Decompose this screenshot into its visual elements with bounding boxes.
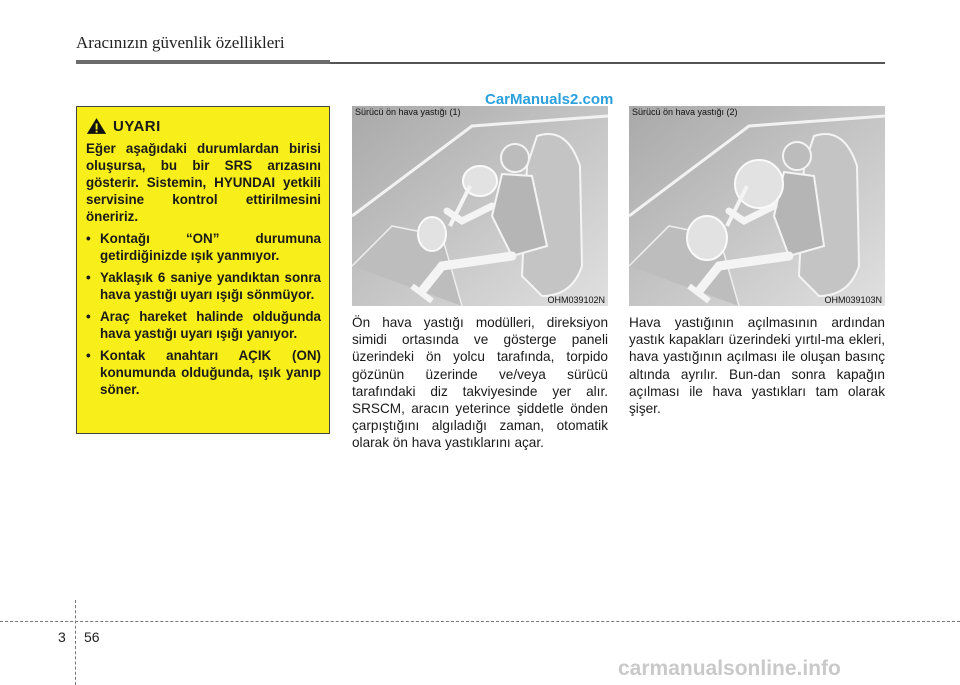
- header-rule-thick: [76, 60, 330, 64]
- warning-list-item: [86, 347, 321, 398]
- footer-dashed-line: [0, 621, 960, 622]
- figure-code: OHM039102N: [547, 295, 605, 305]
- body-paragraph-2: Hava yastığının açılmasının ardından yastık kapakları üzerindeki yırtıl-ma ekleri, hava yastığının açılması ile oluşan basınç altında ayrılır. Bun-dan sonra kapağın açılması ile hava yastıkları tam olarak şişer.: [629, 315, 885, 417]
- warning-list-item: [86, 269, 321, 303]
- airbag-illustration-1: [352, 106, 608, 306]
- bullet-glyph: •: [86, 270, 91, 285]
- warning-item-text: Kontağı “ON” durumuna getirdiğinizde ışık yanmıyor.: [100, 231, 321, 263]
- watermark-carmanualsonline[interactable]: carmanualsonline.info: [618, 657, 841, 680]
- driver-airbag-drawing-2: [629, 106, 885, 306]
- body-paragraph-1: Ön hava yastığı modülleri, direksiyon simidi ortasında ve gösterge paneli üzerindeki ön yolcu tarafında, torpido gözünün üzerinde ve/veya sürücü tarafındaki diz takviyesinde yer alır. SRSCM, aracın yeterince şiddetle önden çarpıştığını algıladığı zaman, otomatik olarak ön hava yastıklarını açar.: [352, 315, 608, 451]
- warning-list-item: [86, 308, 321, 342]
- driver-airbag-drawing-1: [352, 106, 608, 306]
- warning-title-row: [86, 117, 321, 135]
- figure-caption: Sürücü ön hava yastığı (1): [355, 107, 461, 117]
- warning-triangle-icon: [86, 117, 107, 135]
- warning-item-text: Kontak anahtarı AÇIK (ON) konumunda olduğunda, ışık yanıp söner.: [100, 348, 321, 397]
- warning-intro: Eğer aşağıdaki durumlardan birisi oluşursa, bu bir SRS arızasını gösterir. Sistemin, HYUNDAI yetkili servisine kontrol ettirilmesini öneririz.: [86, 141, 321, 224]
- figure-code: OHM039103N: [824, 295, 882, 305]
- page-header-title: Aracınızın güvenlik özellikleri: [76, 33, 285, 52]
- bullet-glyph: •: [86, 309, 91, 324]
- bullet-glyph: •: [86, 348, 91, 363]
- warning-item-text: Araç hareket halinde olduğunda hava yastığı uyarı ışığı yanıyor.: [100, 309, 321, 341]
- figure-caption: Sürücü ön hava yastığı (2): [632, 107, 738, 117]
- warning-list: [86, 230, 321, 398]
- warning-title: UYARI: [113, 117, 161, 135]
- watermark-carmanuals2[interactable]: CarManuals2.com: [485, 91, 614, 108]
- footer-dashed-vertical-line: [75, 600, 76, 685]
- warning-list-item: [86, 230, 321, 264]
- header-rule-thin: [330, 62, 885, 64]
- warning-item-text: Yaklaşık 6 saniye yandıktan sonra hava yastığı uyarı ışığı sönmüyor.: [100, 270, 321, 302]
- bullet-glyph: •: [86, 231, 91, 246]
- warning-box: [76, 106, 330, 434]
- chapter-number: 3: [58, 629, 66, 645]
- airbag-illustration-2: [629, 106, 885, 306]
- page-number: 56: [84, 629, 100, 645]
